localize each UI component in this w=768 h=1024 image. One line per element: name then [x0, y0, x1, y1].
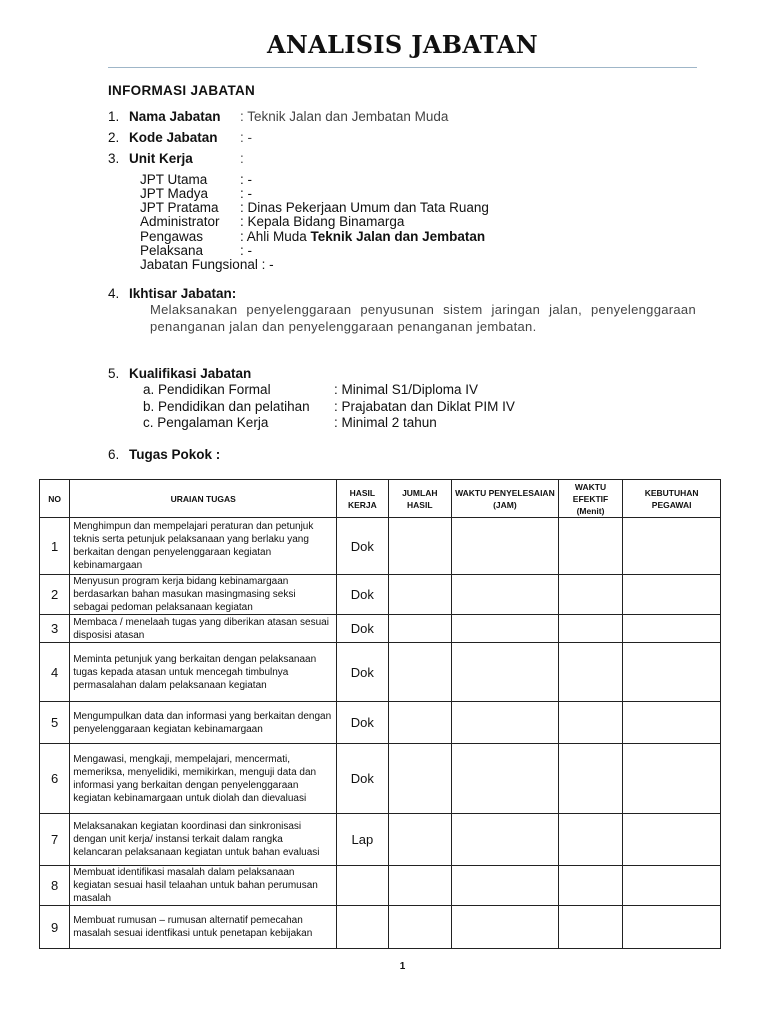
- row-hasil: [337, 866, 388, 906]
- header-no: NO: [40, 480, 70, 518]
- row-waktu-penyelesaian: [452, 518, 559, 575]
- row-jumlah: [388, 906, 451, 949]
- document-title: ANALISIS JABATAN: [266, 30, 538, 59]
- row-waktu-efektif: [558, 518, 622, 575]
- page-number: 1: [399, 961, 406, 972]
- row-jumlah: [388, 814, 451, 866]
- pelaksana-label: Pelaksana: [140, 243, 204, 258]
- row-waktu-penyelesaian: [452, 744, 559, 814]
- kualifikasi-label: Kualifikasi Jabatan: [129, 366, 252, 381]
- administrator-label: Administrator: [140, 214, 220, 229]
- title-divider: [108, 67, 697, 68]
- item-number: 1.: [108, 109, 120, 124]
- table-row: [40, 518, 721, 575]
- kualifikasi-row-value: : Minimal 2 tahun: [334, 415, 437, 430]
- row-waktu-efektif: [558, 744, 622, 814]
- row-waktu-penyelesaian: [452, 615, 559, 643]
- row-number: 4: [40, 643, 70, 702]
- item-number: 3.: [108, 151, 120, 166]
- row-kebutuhan: [623, 744, 721, 814]
- row-jumlah: [388, 615, 451, 643]
- jpt-utama-value: : -: [240, 172, 252, 187]
- row-jumlah: [388, 643, 451, 702]
- pengawas-label: Pengawas: [140, 229, 204, 244]
- item-number: 4.: [108, 286, 120, 301]
- jpt-madya-value: : -: [240, 186, 252, 201]
- row-kebutuhan: [623, 702, 721, 744]
- header-waktu-penyelesaian: WAKTU PENYELESAIAN (JAM): [452, 480, 559, 518]
- row-waktu-penyelesaian: [452, 702, 559, 744]
- row-number: 2: [40, 575, 70, 615]
- row-number: 8: [40, 866, 70, 906]
- row-kebutuhan: [623, 575, 721, 615]
- row-number: 7: [40, 814, 70, 866]
- row-hasil: Dok: [337, 702, 388, 744]
- row-number: 6: [40, 744, 70, 814]
- row-waktu-penyelesaian: [452, 906, 559, 949]
- kode-jabatan-value: : -: [240, 130, 252, 145]
- row-uraian: Meminta petunjuk yang berkaitan dengan pelaksanaan tugas kepada atasan untuk mencegah timbulnya permasalahan dalam pelaksanaan kegiatan: [70, 643, 337, 702]
- row-uraian: Mengumpulkan data dan informasi yang berkaitan dengan penyelenggaraan kegiatan kebinamargaan: [70, 702, 337, 744]
- table-header-row: [40, 480, 721, 518]
- row-kebutuhan: [623, 814, 721, 866]
- kualifikasi-row-value: : Prajabatan dan Diklat PIM IV: [334, 399, 515, 414]
- unit-kerja-label: Unit Kerja: [129, 151, 193, 166]
- header-jumlah-hasil: JUMLAH HASIL: [388, 480, 451, 518]
- row-hasil: Dok: [337, 518, 388, 575]
- item-number: 2.: [108, 130, 120, 145]
- row-uraian: Menyusun program kerja bidang kebinamargaan berdasarkan bahan masukan masingmasing seksi sebagai pedoman pelaksanaan kegiatan: [70, 575, 337, 615]
- row-jumlah: [388, 866, 451, 906]
- table-row: [40, 814, 721, 866]
- row-uraian: Membaca / menelaah tugas yang diberikan atasan sesuai disposisi atasan: [70, 615, 337, 643]
- kualifikasi-row-label: b. Pendidikan dan pelatihan: [143, 399, 310, 414]
- row-kebutuhan: [623, 518, 721, 575]
- row-jumlah: [388, 518, 451, 575]
- table-row: [40, 866, 721, 906]
- row-jumlah: [388, 702, 451, 744]
- row-jumlah: [388, 744, 451, 814]
- jpt-pratama-value: : Dinas Pekerjaan Umum dan Tata Ruang: [240, 200, 489, 215]
- row-waktu-penyelesaian: [452, 814, 559, 866]
- row-uraian: Menghimpun dan mempelajari peraturan dan petunjuk teknis serta petunjuk pelaksanaan yang berlaku yang berkaitan dengan penyelenggaraan kegiatan kebinamargaan: [70, 518, 337, 575]
- row-hasil: Dok: [337, 744, 388, 814]
- section-title: INFORMASI JABATAN: [108, 83, 256, 98]
- jabatan-fungsional-label: Jabatan Fungsional : -: [140, 257, 274, 272]
- jpt-utama-label: JPT Utama: [140, 172, 208, 187]
- row-uraian: Membuat rumusan – rumusan alternatif pemecahan masalah sesuai identfikasi untuk penetapan kebijakan: [70, 906, 337, 949]
- row-uraian: Membuat identifikasi masalah dalam pelaksanaan kegiatan sesuai hasil telaahan untuk bahan perumusan masalah: [70, 866, 337, 906]
- row-number: 1: [40, 518, 70, 575]
- pengawas-value: [240, 229, 485, 244]
- kualifikasi-row-value: : Minimal S1/Diploma IV: [334, 382, 479, 397]
- row-waktu-efektif: [558, 906, 622, 949]
- header-hasil-kerja: HASIL KERJA: [337, 480, 388, 518]
- tugas-pokok-label: Tugas Pokok :: [129, 447, 221, 462]
- row-hasil: Dok: [337, 575, 388, 615]
- row-waktu-efektif: [558, 814, 622, 866]
- table-row: [40, 906, 721, 949]
- nama-jabatan-label: Nama Jabatan: [129, 109, 221, 124]
- table-row: [40, 615, 721, 643]
- item-number: 5.: [108, 366, 120, 381]
- header-kebutuhan-pegawai: KEBUTUHAN PEGAWAI: [623, 480, 721, 518]
- unit-kerja-value: :: [240, 151, 244, 166]
- header-waktu-efektif: WAKTU EFEKTIF (Menit): [558, 480, 622, 518]
- row-hasil: Dok: [337, 643, 388, 702]
- row-waktu-efektif: [558, 575, 622, 615]
- row-waktu-penyelesaian: [452, 866, 559, 906]
- table-row: [40, 702, 721, 744]
- row-kebutuhan: [623, 866, 721, 906]
- kualifikasi-row-label: c. Pengalaman Kerja: [143, 415, 269, 430]
- kualifikasi-row-label: a. Pendidikan Formal: [143, 382, 271, 397]
- ikhtisar-label: Ikhtisar Jabatan:: [129, 286, 237, 301]
- row-jumlah: [388, 575, 451, 615]
- row-kebutuhan: [623, 615, 721, 643]
- row-number: 5: [40, 702, 70, 744]
- header-uraian-tugas: URAIAN TUGAS: [70, 480, 337, 518]
- row-number: 9: [40, 906, 70, 949]
- nama-jabatan-value: : Teknik Jalan dan Jembatan Muda: [240, 109, 449, 124]
- row-hasil: Dok: [337, 615, 388, 643]
- jpt-madya-label: JPT Madya: [140, 186, 209, 201]
- row-uraian: Melaksanakan kegiatan koordinasi dan sinkronisasi dengan unit kerja/ instansi terkait dalam rangka kelancaran pelaksanaan kegiatan untuk bahan evaluasi: [70, 814, 337, 866]
- row-hasil: Lap: [337, 814, 388, 866]
- kode-jabatan-label: Kode Jabatan: [129, 130, 218, 145]
- ikhtisar-text: Melaksanakan penyelenggaraan penyusunan sistem jaringan jalan, penyelenggaraan penanganan jalan dan penyelenggaraan penanganan jembatan.: [150, 302, 696, 334]
- row-waktu-efektif: [558, 643, 622, 702]
- item-number: 6.: [108, 447, 120, 462]
- pengawas-value-prefix: : Ahli Muda: [240, 229, 311, 244]
- pelaksana-value: : -: [240, 243, 252, 258]
- row-kebutuhan: [623, 906, 721, 949]
- table-row: [40, 575, 721, 615]
- administrator-value: : Kepala Bidang Binamarga: [240, 214, 405, 229]
- table-row: [40, 744, 721, 814]
- table-row: [40, 643, 721, 702]
- jpt-pratama-label: JPT Pratama: [140, 200, 219, 215]
- row-waktu-efektif: [558, 615, 622, 643]
- tugas-pokok-table: [39, 479, 721, 949]
- row-waktu-penyelesaian: [452, 575, 559, 615]
- row-uraian: Mengawasi, mengkaji, mempelajari, mencermati, memeriksa, menyelidiki, memikirkan, menguji data dan informasi yang berkaitan dengan penyelenggaraan kegiatan kebinamargaan untuk diolah dan dievaluasi: [70, 744, 337, 814]
- row-kebutuhan: [623, 643, 721, 702]
- row-hasil: [337, 906, 388, 949]
- row-number: 3: [40, 615, 70, 643]
- row-waktu-efektif: [558, 702, 622, 744]
- pengawas-value-bold: Teknik Jalan dan Jembatan: [310, 229, 486, 244]
- row-waktu-penyelesaian: [452, 643, 559, 702]
- row-waktu-efektif: [558, 866, 622, 906]
